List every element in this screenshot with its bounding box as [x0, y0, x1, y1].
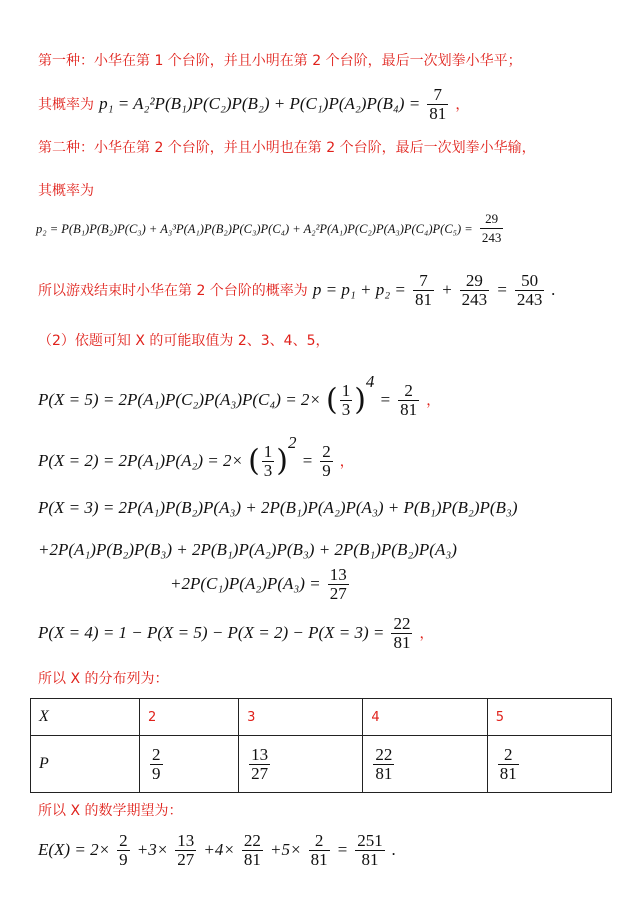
table-cell-value: 4	[363, 699, 487, 736]
px4-lhs: P(X = 4) = 1 − P(X = 5) − P(X = 2) − P(X = 3) =	[38, 623, 385, 642]
px2-lhs: P(X = 2) = 2P(A₁)P(A₂) = 2×	[38, 451, 243, 470]
total-fraction-result: $\frac{50}{243}$	[516, 271, 543, 309]
table-cell-prob: $\frac{22}{81}$	[363, 736, 487, 793]
case2-prob-label: 其概率为	[38, 183, 94, 199]
distribution-label: 所以 X 的分布列为：	[38, 671, 169, 687]
px5-lhs: P(X = 5) = 2P(A₁)P(C₂)P(A₃)P(C₄) = 2×	[38, 390, 321, 409]
case1-probability-line: 其概率为 p₁ = A₂²P(B₁)P(C₂)P(B₂) + P(C₁)P(A₂)P(B₄) = $\frac{7}{81}$ ，	[38, 85, 470, 123]
case1-heading: 第一种：小华在第 1 个台阶，并且小明在第 2 个台阶，最后一次划拳小华平；	[38, 53, 522, 69]
px2-line: P(X = 2) = 2P(A₁)P(A₂) = 2× ( $\frac{1}{3}$ )$^2$ = $\frac{2}{9}$ ，	[38, 433, 354, 480]
table-cell-prob: $\frac{2}{81}$	[487, 736, 611, 793]
px3-line2: +2P(A₁)P(B₂)P(B₃) + 2P(B₁)P(A₂)P(B₃) + 2P(B₁)P(B₂)P(A₃)	[38, 540, 457, 559]
table-cell-prob: $\frac{13}{27}$	[239, 736, 363, 793]
case2-formula: p₂ = P(B₁)P(B₂)P(C₃) + A₃³P(A₁)P(B₂)P(C₃)P(C₄) + A₂²P(A₁)P(C₂)P(A₃)P(C₄)P(C₅) =	[36, 222, 473, 236]
px5-line: P(X = 5) = 2P(A₁)P(C₂)P(A₃)P(C₄) = 2× ( $\frac{1}{3}$ )$^4$ = $\frac{2}{81}$ ，	[38, 372, 441, 419]
case1-formula: p₁ = A₂²P(B₁)P(C₂)P(B₂) + P(C₁)P(A₂)P(B₄) =	[99, 94, 421, 113]
px3-result: $\frac{13}{27}$	[329, 565, 347, 603]
expectation-lhs: E(X) = 2×	[38, 840, 111, 859]
total-fraction-1: $\frac{7}{81}$	[415, 271, 432, 309]
total-formula: p = p₁ + p₂ =	[312, 280, 406, 299]
distribution-table	[30, 698, 612, 793]
table-cell-value: 5	[487, 699, 611, 736]
total-fraction-2: $\frac{29}{243}$	[461, 271, 488, 309]
table-row-p	[31, 736, 612, 793]
part2-intro: （2）依题可知 X 的可能取值为 2、3、4、5，	[38, 333, 330, 349]
table-header-p: P	[31, 736, 140, 793]
total-line: 所以游戏结束时小华在第 2 个台阶的概率为 p = p₁ + p₂ = $\frac{7}{81}$ + $\frac{29}{243}$ = $\frac{50}{243}$ .	[38, 271, 556, 309]
table-header-x: X	[31, 699, 140, 736]
table-row-x	[31, 699, 612, 736]
expectation-line: E(X) = 2× $\frac{2}{9}$ +3× $\frac{13}{27}$ +4× $\frac{22}{81}$ +5× $\frac{2}{81}$ = $\frac{251}{81}$ .	[38, 831, 397, 869]
total-text: 所以游戏结束时小华在第 2 个台阶的概率为	[38, 283, 308, 299]
expectation-label: 所以 X 的数学期望为：	[38, 803, 183, 819]
px2-base: $\frac{1}{3}$	[263, 442, 273, 480]
px2-result: $\frac{2}{9}$	[322, 442, 331, 480]
case1-result: $\frac{7}{81}$	[429, 85, 447, 123]
px4-line: P(X = 4) = 1 − P(X = 5) − P(X = 2) − P(X = 3) = $\frac{22}{81}$ ，	[38, 614, 434, 652]
case2-result: $\frac{29}{243}$	[481, 211, 502, 245]
table-cell-value: 2	[140, 699, 239, 736]
case2-heading: 第二种：小华在第 2 个台阶，并且小明也在第 2 个台阶，最后一次划拳小华输，	[38, 140, 536, 156]
case1-prob-label: 其概率为	[38, 97, 94, 113]
table-cell-value: 3	[239, 699, 363, 736]
expectation-result: $\frac{251}{81}$	[357, 831, 383, 869]
px5-result: $\frac{2}{81}$	[400, 381, 418, 419]
px3-line1: P(X = 3) = 2P(A₁)P(B₂)P(A₃) + 2P(B₁)P(A₂)P(A₃) + P(B₁)P(B₂)P(B₃)	[38, 498, 518, 517]
px5-base: $\frac{1}{3}$	[341, 381, 351, 419]
px3-line3-text: +2P(C₁)P(A₂)P(A₃) =	[170, 574, 321, 593]
px3-line3	[170, 566, 351, 603]
table-cell-prob: $\frac{2}{9}$	[140, 736, 239, 793]
case2-formula-line	[36, 210, 505, 247]
px4-result: $\frac{22}{81}$	[393, 614, 411, 652]
